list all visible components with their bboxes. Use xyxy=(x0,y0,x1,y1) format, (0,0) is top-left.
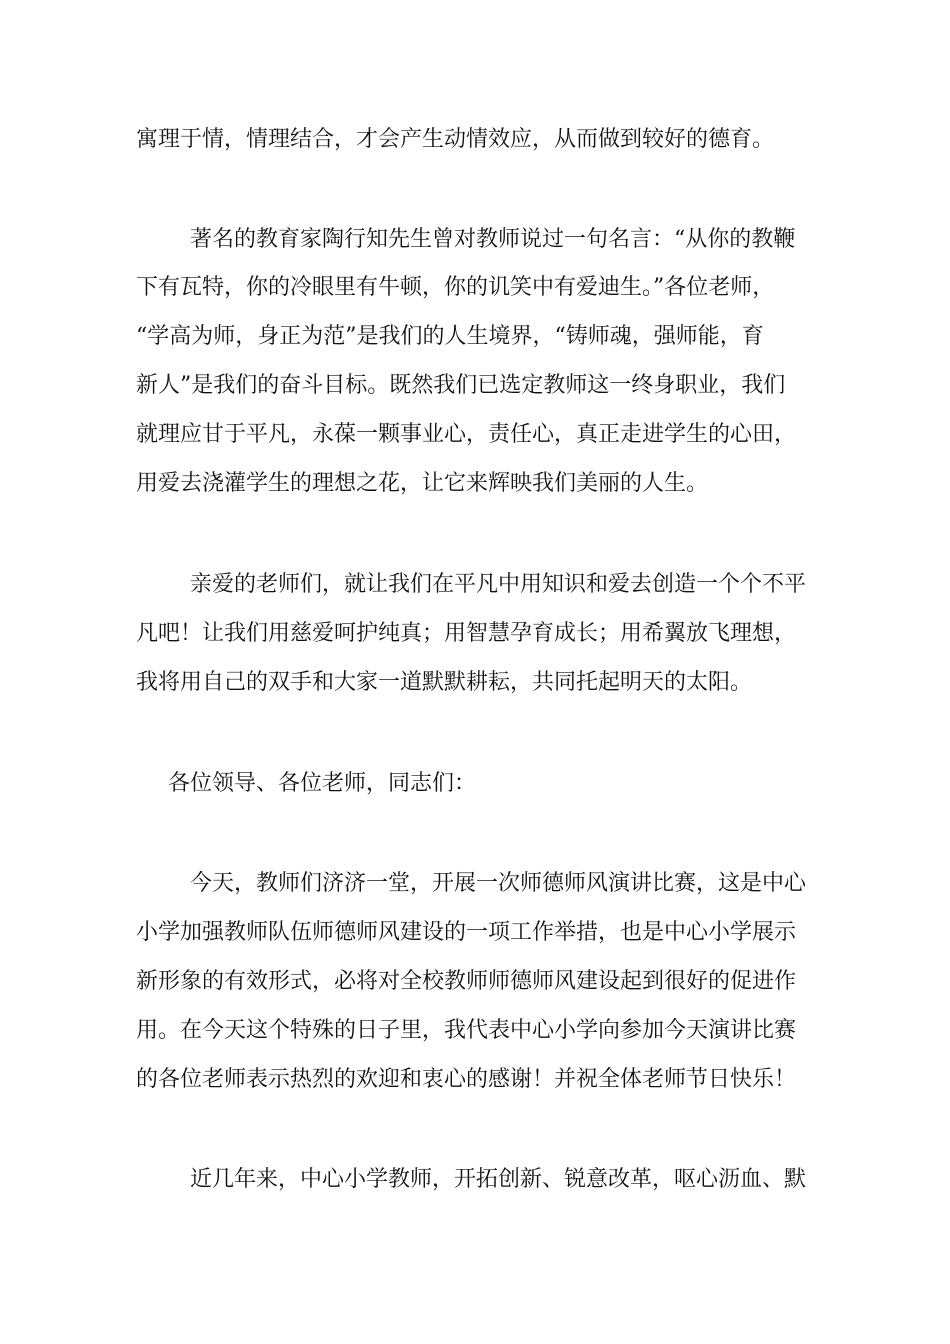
text-line: 我将用自己的双手和大家一道默默耕耘，共同托起明天的太阳。 xyxy=(136,670,753,695)
salutation-line: 各位领导、各位老师，同志们： xyxy=(168,771,477,796)
text-line: 用爱去浇灌学生的理想之花，让它来辉映我们美丽的人生。 xyxy=(136,471,709,496)
paragraph-start-line: 著名的教育家陶行知先生曾对教师说过一句名言：“从你的教鞭 xyxy=(190,227,796,252)
text-line: 的各位老师表示热烈的欢迎和衷心的感谢！并祝全体老师节日快乐！ xyxy=(136,1067,797,1092)
text-line: “学高为师，身正为范”是我们的人生境界，“铸师魂，强师能，育 xyxy=(136,324,764,349)
text-line: 新人”是我们的奋斗目标。既然我们已选定教师这一终身职业，我们 xyxy=(136,373,786,398)
paragraph-start-line: 今天，教师们济济一堂，开展一次师德师风演讲比赛，这是中心 xyxy=(190,871,807,896)
text-line: 用。在今天这个特殊的日子里，我代表中心小学向参加今天演讲比赛 xyxy=(136,1018,797,1043)
text-line: 新形象的有效形式，必将对全校教师师德师风建设起到很好的促进作 xyxy=(136,969,797,994)
text-line: 就理应甘于平凡，永葆一颗事业心，责任心，真正走进学生的心田， xyxy=(136,422,797,447)
paragraph-start-line: 亲爱的老师们，就让我们在平凡中用知识和爱去创造一个个不平 xyxy=(190,572,807,597)
text-line: 下有瓦特，你的冷眼里有牛顿，你的讥笑中有爱迪生。”各位老师， xyxy=(136,275,775,300)
paragraph-start-line: 近几年来，中心小学教师，开拓创新、锐意改革，呕心沥血、默 xyxy=(190,1167,807,1192)
text-line: 小学加强教师队伍师德师风建设的一项工作举措，也是中心小学展示 xyxy=(136,920,797,945)
text-line: 寓理于情，情理结合，才会产生动情效应，从而做到较好的德育。 xyxy=(136,127,775,152)
text-line: 凡吧！让我们用慈爱呵护纯真；用智慧孕育成长；用希翼放飞理想， xyxy=(136,621,797,646)
